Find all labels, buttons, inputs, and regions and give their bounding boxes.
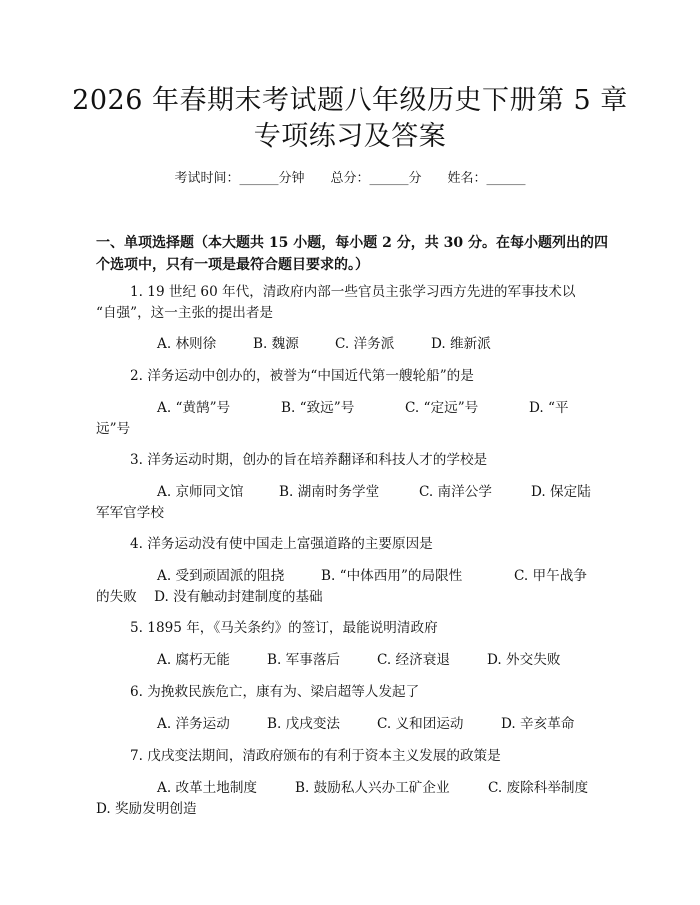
question-7-options-continued: D. 奖励发明创造 [96, 801, 197, 817]
question-1-option-c: C. 洋务派 [335, 336, 395, 352]
question-3-option-a: A. 京师同文馆 [157, 484, 244, 500]
question-1-option-b: B. 魏源 [253, 336, 299, 352]
question-6-option-b: B. 戊戌变法 [267, 716, 341, 732]
question-6-option-a: A. 洋务运动 [157, 716, 230, 732]
question-4-stem: 4. 洋务运动没有使中国走上富强道路的主要原因是 [130, 536, 433, 552]
question-5-option-d: D. 外交失败 [487, 652, 561, 668]
question-2-stem: 2. 洋务运动中创办的，被誉为“中国近代第一艘轮船”的是 [130, 368, 474, 384]
exam-title-line-2: 专项练习及答案 [253, 121, 447, 152]
question-6-options [157, 714, 574, 734]
question-4-options [157, 566, 587, 586]
question-6-stem: 6. 为挽救民族危亡，康有为、梁启超等人发起了 [130, 684, 420, 700]
question-6-option-c: C. 义和团运动 [377, 716, 464, 732]
question-7-option-b: B. 鼓励私人兴办工矿企业 [295, 780, 450, 796]
question-4-options-continued: 的失败 D. 没有触动封建制度的基础 [96, 589, 323, 605]
question-7-stem: 7. 戊戌变法期间，清政府颁布的有利于资本主义发展的政策是 [130, 748, 501, 764]
question-2-option-b: B. “致远”号 [281, 400, 355, 416]
question-5-option-c: C. 经济衰退 [377, 652, 450, 668]
question-5-option-a: A. 腐朽无能 [157, 652, 230, 668]
question-7-option-c: C. 废除科举制度 [488, 780, 589, 796]
question-6-option-d: D. 辛亥革命 [501, 716, 575, 732]
question-7-option-a: A. 改革土地制度 [157, 780, 258, 796]
question-4-option-b: B. “中体西用”的局限性 [321, 568, 463, 584]
exam-info [0, 170, 700, 188]
question-3-stem: 3. 洋务运动时期，创办的旨在培养翻译和科技人才的学校是 [130, 452, 488, 468]
question-4-option-a: A. 受到顽固派的阻挠 [157, 568, 285, 584]
question-1-option-a: A. 林则徐 [157, 336, 217, 352]
time-blank: ______ [239, 171, 279, 186]
time-label: 考试时间： [174, 171, 240, 186]
question-3-options-continued: 军军官学校 [96, 505, 164, 521]
question-1-options [157, 334, 491, 354]
question-2-option-c: C. “定远”号 [405, 400, 479, 416]
question-1-stem-line-1: 1. 19 世纪 60 年代，清政府内部一些官员主张学习西方先进的军事技术以 [130, 284, 576, 300]
question-4-option-c: C. 甲午战争 [514, 568, 587, 584]
question-3-options [157, 482, 591, 502]
score-blank: ______ [369, 171, 409, 186]
exam-title-line-1: 2026 年春期末考试题八年级历史下册第 5 章 [72, 85, 628, 116]
score-label: 总分： [330, 171, 370, 186]
question-1-option-d: D. 维新派 [431, 336, 491, 352]
question-5-stem: 5. 1895 年，《马关条约》的签订，最能说明清政府 [130, 620, 438, 636]
question-3-option-d: D. 保定陆 [531, 484, 591, 500]
section-heading [96, 232, 606, 276]
question-3-option-b: B. 湖南时务学堂 [279, 484, 380, 500]
question-1-stem-line-2: “自强”，这一主张的提出者是 [96, 305, 274, 321]
time-unit: 分钟 [278, 171, 305, 186]
section-heading-line-2: 个选项中，只有一项是最符合题目要求的。） [96, 257, 369, 273]
question-2-option-a: A. “黄鹄”号 [157, 400, 231, 416]
question-7-options [157, 778, 588, 798]
question-5-option-b: B. 军事落后 [267, 652, 341, 668]
question-5-options [157, 650, 560, 670]
name-label: 姓名： [447, 171, 487, 186]
question-2-option-d: D. “平 [529, 400, 569, 416]
score-unit: 分 [408, 171, 422, 186]
name-blank: ______ [486, 171, 526, 186]
question-3-option-c: C. 南洋公学 [419, 484, 492, 500]
question-2-options [157, 398, 569, 418]
section-heading-line-1: 一、单项选择题（本大题共 15 小题，每小题 2 分，共 30 分。在每小题列出的四 [96, 235, 608, 251]
question-2-options-continued: 远”号 [96, 421, 131, 437]
